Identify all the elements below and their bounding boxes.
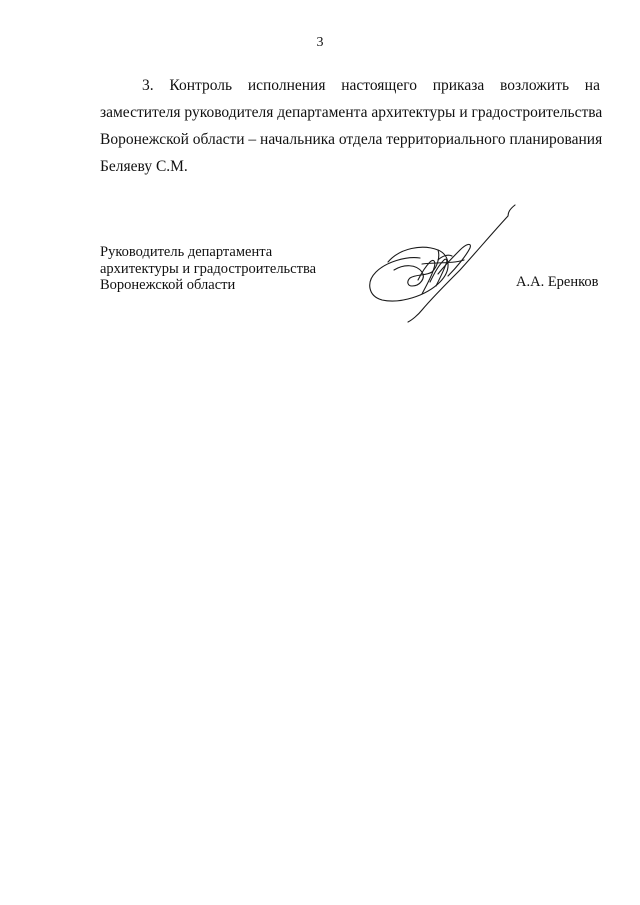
order-paragraph-3: [100, 72, 603, 180]
paragraph-word: исполнения: [247, 77, 326, 94]
paragraph-word: Контроль: [169, 77, 233, 94]
paragraph-word: настоящего: [341, 77, 417, 94]
paragraph-word: на: [584, 77, 600, 94]
paragraph-first-line: [100, 72, 600, 99]
handwritten-signature: [360, 200, 530, 325]
signer-title: [100, 244, 316, 294]
paragraph-word: возложить: [500, 77, 570, 94]
signer-name: А.А. Еренков: [516, 274, 599, 290]
signer-title-line: Руководитель департамента: [100, 244, 273, 260]
paragraph-line: заместителя руководителя департамента архитектуры и градостроительства: [100, 104, 603, 121]
signer-title-line: Воронежской области: [100, 277, 236, 293]
paragraph-line: Беляеву С.М.: [100, 158, 188, 175]
paragraph-word: приказа: [432, 77, 485, 94]
page-number: 3: [316, 35, 324, 50]
paragraph-line: Воронежской области – начальника отдела территориального планирования: [100, 131, 603, 148]
paragraph-number: 3.: [142, 77, 154, 94]
signer-title-line: архитектуры и градостроительства: [100, 260, 317, 277]
